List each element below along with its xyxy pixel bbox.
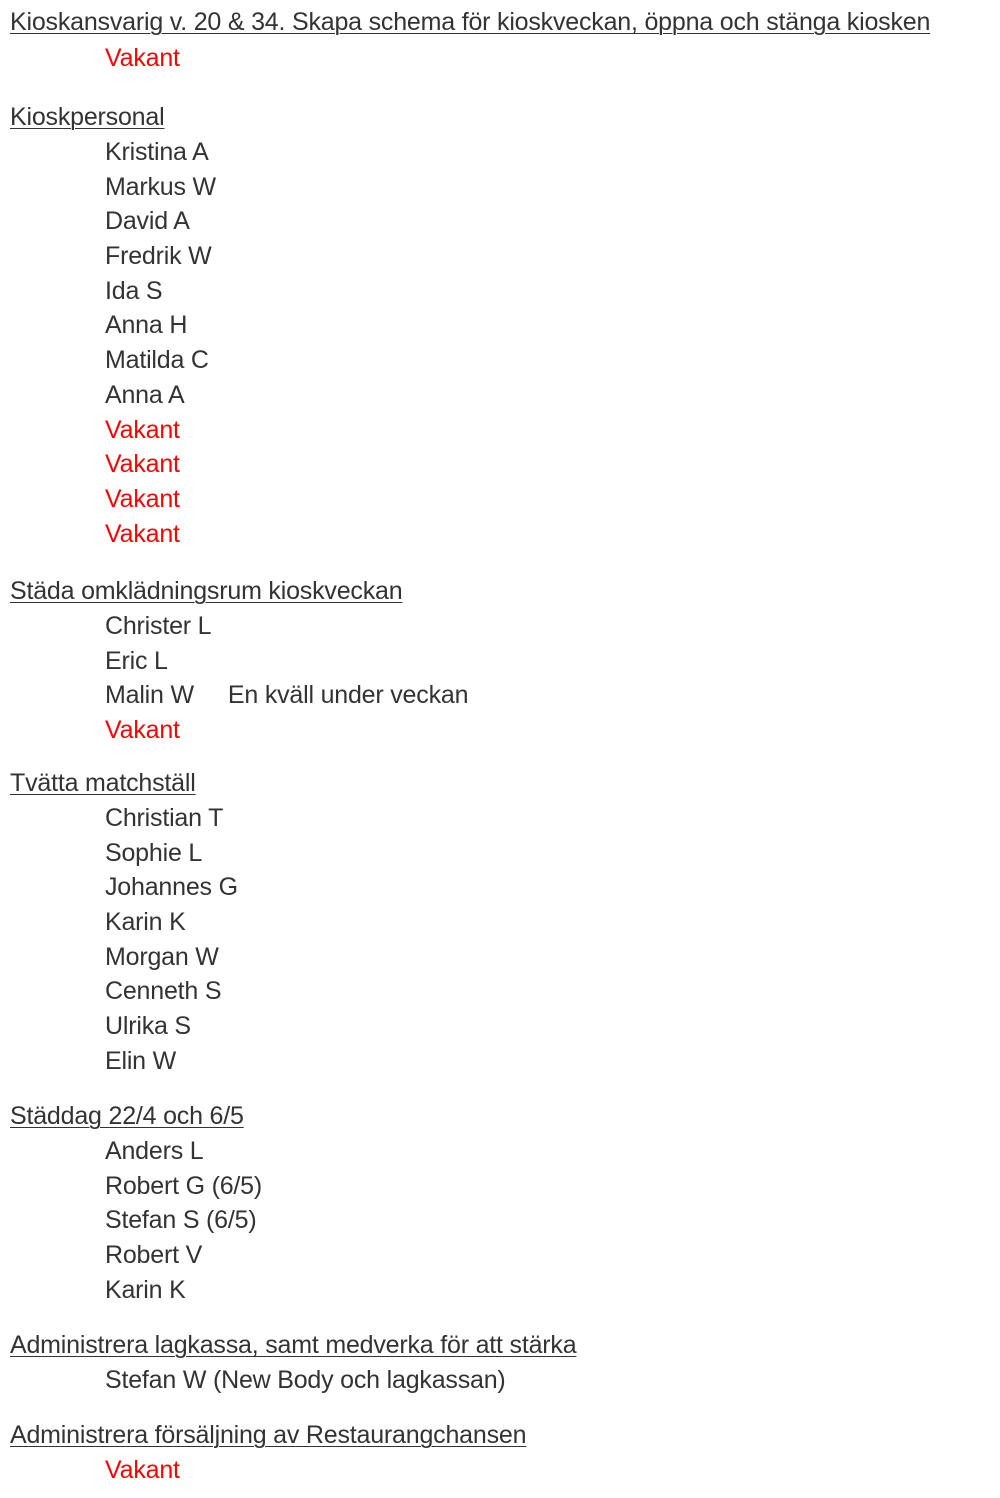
entry bbox=[105, 204, 216, 239]
entry-name: Anna A bbox=[105, 380, 185, 409]
entry bbox=[105, 378, 216, 413]
entry-name: Matilda C bbox=[105, 346, 209, 375]
entry-name: Eric L bbox=[105, 646, 168, 675]
entry-list bbox=[105, 1134, 262, 1307]
entry bbox=[105, 1238, 262, 1273]
entry bbox=[105, 1009, 238, 1044]
entry-name: Kristina A bbox=[105, 138, 209, 166]
entry bbox=[105, 1044, 238, 1079]
entry-name: David A bbox=[105, 207, 190, 236]
entry-note: En kväll under veckan bbox=[227, 681, 469, 710]
entry-vacant bbox=[105, 413, 216, 448]
section-heading: Städa omklädningsrum kioskveckan bbox=[10, 577, 403, 605]
entry-name: Ida S bbox=[105, 276, 163, 305]
entry bbox=[105, 170, 216, 205]
entry bbox=[105, 974, 238, 1009]
entry-name: Anders L bbox=[105, 1137, 204, 1165]
entry-list bbox=[105, 135, 216, 551]
entry-list bbox=[105, 801, 238, 1079]
entry-name: Robert G (6/5) bbox=[105, 1171, 262, 1200]
entry-name: Anna H bbox=[105, 311, 188, 340]
section-heading: Tvätta matchställ bbox=[10, 769, 196, 797]
section-heading: Kioskansvarig v. 20 & 34. Skapa schema för kioskveckan, öppna och stänga kiosken bbox=[10, 8, 931, 36]
entry bbox=[105, 1169, 262, 1204]
entry bbox=[105, 308, 216, 343]
entry bbox=[105, 1273, 262, 1308]
section-heading: Kioskpersonal bbox=[10, 103, 165, 131]
entry-name: Markus W bbox=[105, 172, 216, 201]
entry-list bbox=[105, 41, 180, 76]
entry-name: Morgan W bbox=[105, 942, 219, 971]
entry bbox=[105, 644, 468, 679]
entry-name: Sophie L bbox=[105, 838, 203, 867]
entry-name: Vakant bbox=[105, 484, 180, 513]
entry-vacant bbox=[105, 482, 216, 517]
entry-name: Stefan W (New Body och lagkassan) bbox=[105, 1366, 506, 1394]
entry-name: Stefan S (6/5) bbox=[105, 1206, 257, 1235]
entry bbox=[105, 870, 238, 905]
entry-vacant bbox=[105, 713, 468, 748]
entry-vacant bbox=[105, 517, 216, 552]
entry-name: Fredrik W bbox=[105, 242, 212, 271]
entry bbox=[105, 678, 468, 713]
entry-name: Ulrika S bbox=[105, 1012, 191, 1041]
entry bbox=[105, 343, 216, 378]
entry-name: Malin W bbox=[105, 681, 194, 710]
section-heading: Städdag 22/4 och 6/5 bbox=[10, 1102, 244, 1130]
entry bbox=[105, 836, 238, 871]
entry-name: Vakant bbox=[105, 1456, 180, 1484]
entry-vacant bbox=[105, 447, 216, 482]
entry-name: Johannes G bbox=[105, 873, 238, 902]
entry-list bbox=[105, 1363, 506, 1398]
entry-name: Elin W bbox=[105, 1046, 177, 1075]
entry-name: Karin K bbox=[105, 1275, 186, 1304]
entry-name: Vakant bbox=[105, 44, 180, 72]
entry-name: Christer L bbox=[105, 612, 212, 640]
entry bbox=[105, 135, 216, 170]
entry-list bbox=[105, 1453, 180, 1488]
entry bbox=[105, 1134, 262, 1169]
entry-list bbox=[105, 609, 468, 748]
entry-name: Robert V bbox=[105, 1241, 203, 1270]
section-heading: Administrera försäljning av Restaurangchansen bbox=[10, 1421, 527, 1449]
entry bbox=[105, 1363, 506, 1398]
entry-name: Vakant bbox=[105, 519, 180, 548]
entry-name: Karin K bbox=[105, 908, 186, 937]
entry-name: Vakant bbox=[105, 716, 180, 745]
entry-name: Cenneth S bbox=[105, 977, 222, 1006]
entry bbox=[105, 609, 468, 644]
entry-name: Vakant bbox=[105, 415, 180, 444]
entry bbox=[105, 940, 238, 975]
entry-name: Vakant bbox=[105, 450, 180, 479]
entry bbox=[105, 274, 216, 309]
entry-vacant bbox=[105, 1453, 180, 1488]
entry-vacant bbox=[105, 41, 180, 76]
entry bbox=[105, 801, 238, 836]
entry bbox=[105, 905, 238, 940]
entry bbox=[105, 1203, 262, 1238]
entry-name: Christian T bbox=[105, 804, 224, 832]
section-heading: Administrera lagkassa, samt medverka för att stärka bbox=[10, 1331, 577, 1359]
entry bbox=[105, 239, 216, 274]
